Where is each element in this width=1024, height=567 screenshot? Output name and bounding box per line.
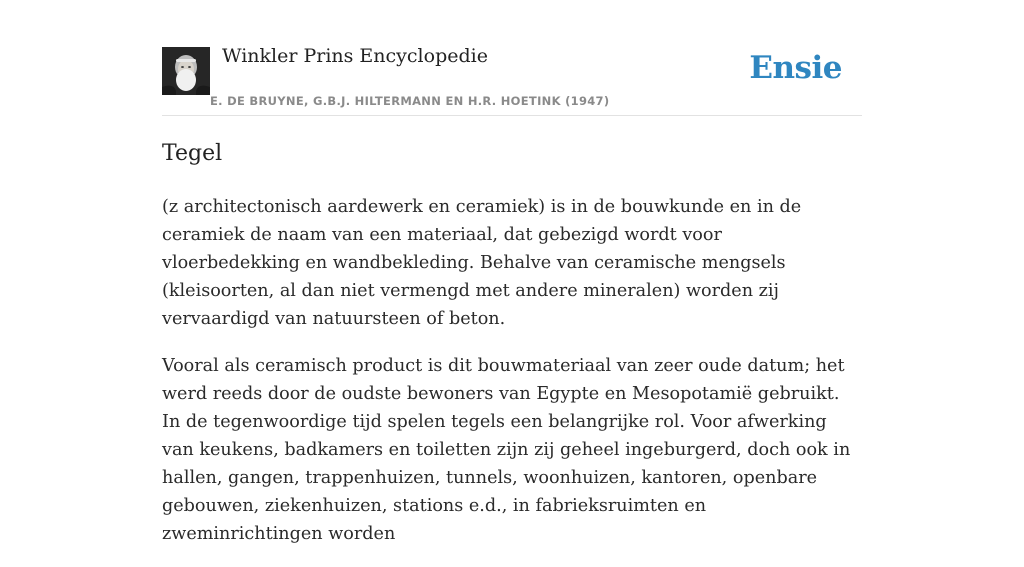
content-container (162, 0, 862, 544)
source-header (162, 0, 862, 116)
article-paragraph: (z architectonisch aardewerk en ceramiek) is in de bouwkunde en in de ceramiek de naam van een materiaal, dat gebezigd wordt voor vloerbedekking en wandbekleding. Behalve van ceramische mengsels (kleisoorten, al dan niet vermengd met andere mineralen) worden zij vervaardigd van natuursteen of beton. (162, 197, 802, 329)
author-avatar[interactable] (162, 47, 210, 95)
brand-logo-link[interactable]: Ensie (749, 50, 842, 86)
source-title[interactable]: Winkler Prins Encyclopedie (222, 45, 488, 67)
article-body (162, 193, 862, 567)
source-authors: E. DE BRUYNE, G.B.J. HILTERMANN EN H.R. HOETINK (1947) (210, 94, 610, 108)
article-paragraph: Vooral als ceramisch product is dit bouwmateriaal van zeer oude datum; het werd reeds door de oudste bewoners van Egypte en Mesopotamië gebruikt. In de tegenwoordige tijd spelen tegels een belangrijke rol. Voor afwerking van keukens, badkamers en toiletten zijn zij geheel ingeburgerd, doch ook in hallen, gangen, trappenhuizen, tunnels, woonhuizen, kantoren, openbare gebouwen, ziekenhuizen, stations e.d., in fabrieksruimten en zweminrichtingen worden (162, 356, 851, 544)
article-title: Tegel (162, 141, 223, 166)
portrait-icon (162, 47, 210, 95)
